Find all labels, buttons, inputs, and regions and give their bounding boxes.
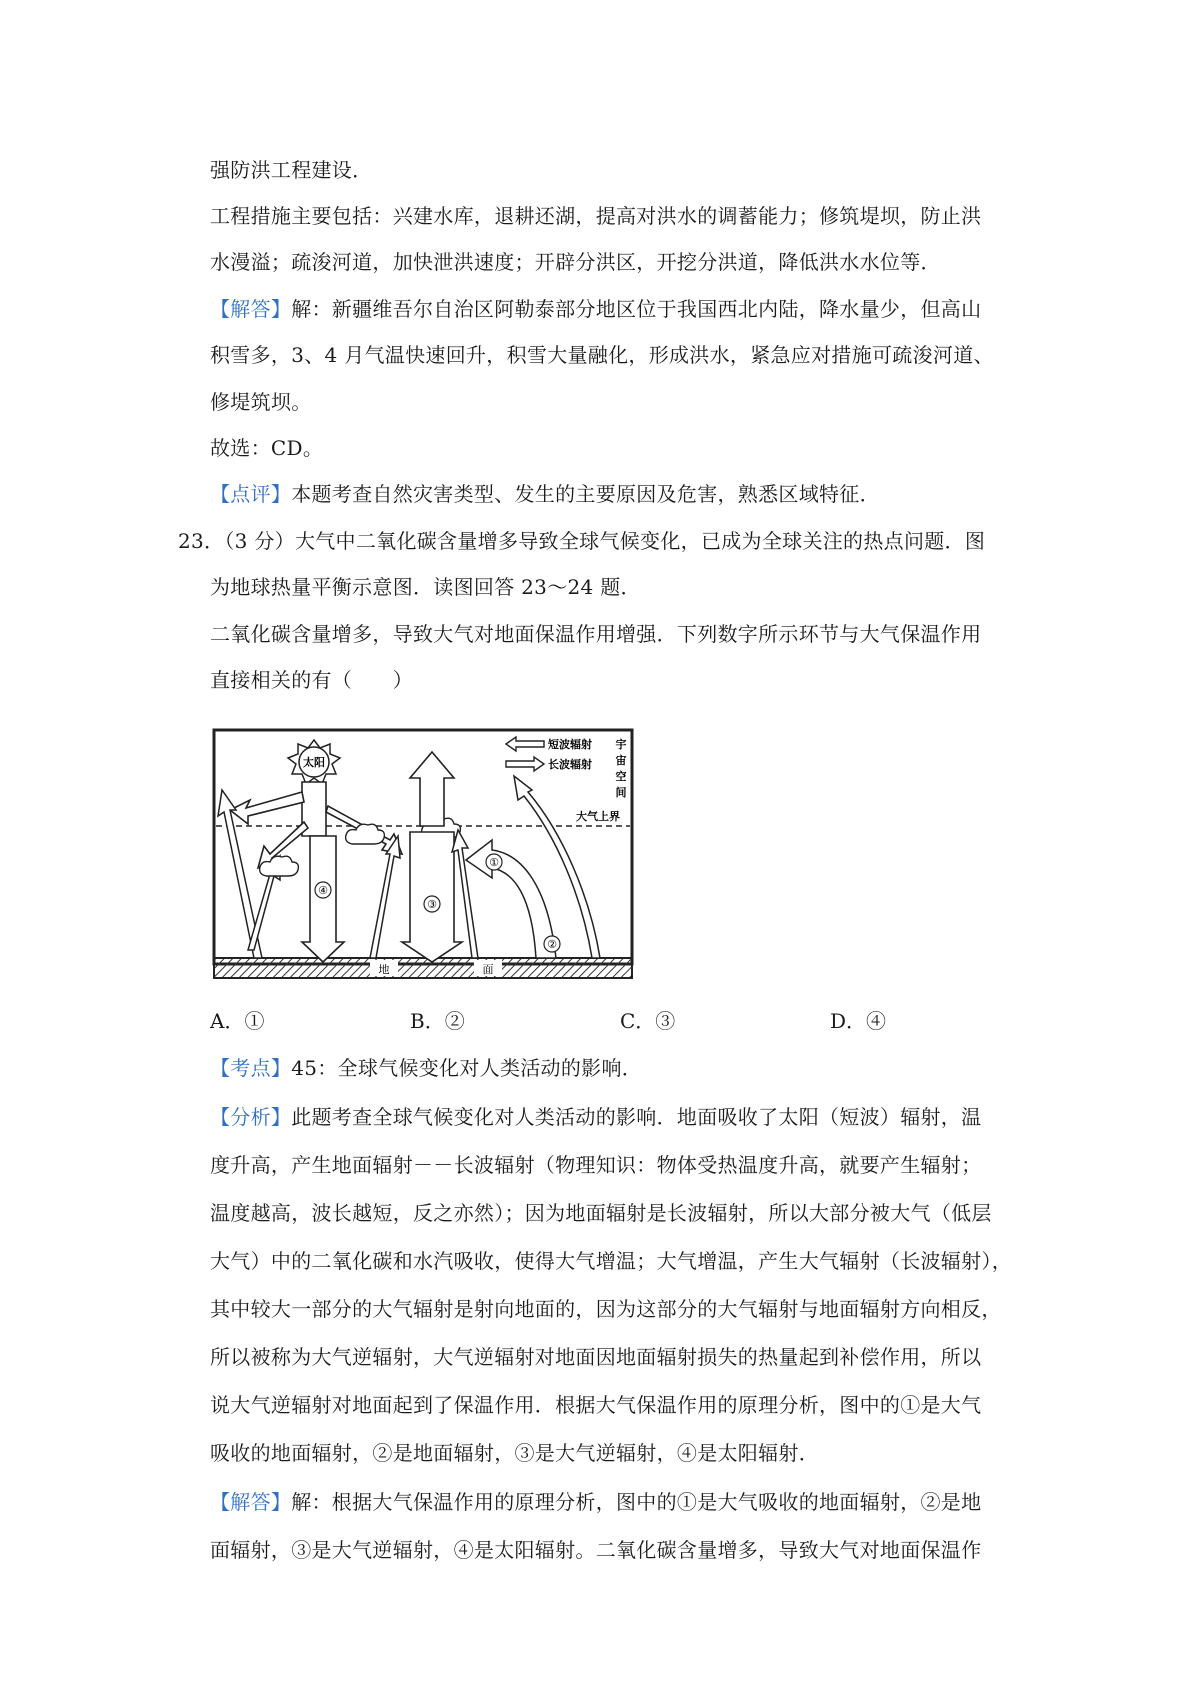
paragraph-line: 工程措施主要包括：兴建水库，退耕还湖，提高对洪水的调蓄能力；修筑堤坝，防止洪 [210, 204, 982, 228]
answer-options [210, 1006, 910, 1036]
paragraph-line: 其中较大一部分的大气辐射是射向地面的，因为这部分的大气辐射与地面辐射方向相反， [210, 1297, 1002, 1321]
analysis-line: 【分析】此题考查全球气候变化对人类活动的影响．地面吸收了太阳（短波）辐射，温 [210, 1105, 982, 1129]
paragraph-line: 二氧化碳含量增多，导致大气对地面保温作用增强．下列数字所示环节与大气保温作用 [210, 622, 982, 646]
marker-2: ② [547, 938, 557, 951]
option-c: C．③ [620, 1009, 676, 1033]
marker-3: ③ [427, 898, 437, 911]
comment-line: 【点评】本题考查自然灾害类型、发生的主要原因及危害，熟悉区域特征． [210, 482, 880, 506]
heat-balance-diagram [210, 726, 636, 980]
question-number: 23． [178, 529, 225, 553]
paragraph-line: 直接相关的有（ ） [210, 668, 413, 692]
paragraph-line: 所以被称为大气逆辐射，大气逆辐射对地面因地面辐射损失的热量起到补偿作用，所以 [210, 1345, 982, 1369]
paragraph-line: 吸收的地面辐射，②是地面辐射，③是大气逆辐射，④是太阳辐射． [210, 1441, 819, 1465]
marker-4: ④ [318, 884, 328, 897]
legend-short-wave-label: 短波辐射 [548, 738, 592, 751]
knowledge-point-tag: 【考点】 [210, 1056, 292, 1080]
choice-result: 故选：CD。 [210, 436, 324, 460]
knowledge-point-line: 【考点】45：全球气候变化对人类活动的影响． [210, 1056, 643, 1080]
legend-long-wave-label: 长波辐射 [548, 758, 592, 771]
marker-1: ① [489, 856, 499, 869]
ground-label-right: 面 [482, 963, 494, 976]
option-b: B．② [410, 1009, 465, 1033]
space-char: 空 [615, 770, 627, 783]
paragraph-line: 为地球热量平衡示意图．读图回答 23～24 题． [210, 575, 641, 599]
space-char: 间 [615, 786, 627, 799]
paragraph-line: 说大气逆辐射对地面起到了保温作用．根据大气保温作用的原理分析，图中的①是大气 [210, 1393, 982, 1417]
option-d: D．④ [830, 1009, 887, 1033]
comment-tag: 【点评】 [210, 482, 292, 506]
space-char: 宇 [615, 738, 627, 751]
paragraph-line: 积雪多，3、4 月气温快速回升，积雪大量融化，形成洪水，紧急应对措施可疏浚河道、 [210, 343, 994, 367]
ground-label-left: 地 [378, 963, 390, 976]
answer-tag: 【解答】 [210, 297, 292, 321]
question-23-line: 23．（3 分）大气中二氧化碳含量增多导致全球气候变化，已成为全球关注的热点问题．图 [178, 529, 986, 553]
paragraph-line: 度升高，产生地面辐射－－长波辐射（物理知识：物体受热温度升高，就要产生辐射； [210, 1153, 982, 1177]
answer-line: 【解答】解：新疆维吾尔自治区阿勒泰部分地区位于我国西北内陆，降水量少，但高山 [210, 297, 982, 321]
answer-line: 【解答】解：根据大气保温作用的原理分析，图中的①是大气吸收的地面辐射，②是地 [210, 1490, 982, 1514]
atmosphere-top-label: 大气上界 [576, 810, 620, 823]
option-a: A．① [210, 1009, 265, 1033]
paragraph-line: 强防洪工程建设． [210, 158, 373, 182]
answer-tag: 【解答】 [210, 1490, 292, 1514]
paragraph-line: 温度越高，波长越短，反之亦然）；因为地面辐射是长波辐射，所以大部分被大气（低层 [210, 1201, 992, 1225]
paragraph-line: 水漫溢；疏浚河道，加快泄洪速度；开辟分洪区，开挖分洪道，降低洪水水位等． [210, 250, 941, 274]
analysis-tag: 【分析】 [210, 1105, 292, 1129]
sun-label: 太阳 [303, 756, 325, 769]
paragraph-line: 大气）中的二氧化碳和水汽吸收，使得大气增温；大气增温，产生大气辐射（长波辐射）， [210, 1249, 1012, 1273]
paragraph-line: 面辐射，③是大气逆辐射，④是太阳辐射。二氧化碳含量增多，导致大气对地面保温作 [210, 1538, 982, 1562]
paragraph-line: 修堤筑坝。 [210, 390, 312, 414]
space-char: 宙 [615, 754, 627, 767]
ground-strip [214, 958, 632, 978]
